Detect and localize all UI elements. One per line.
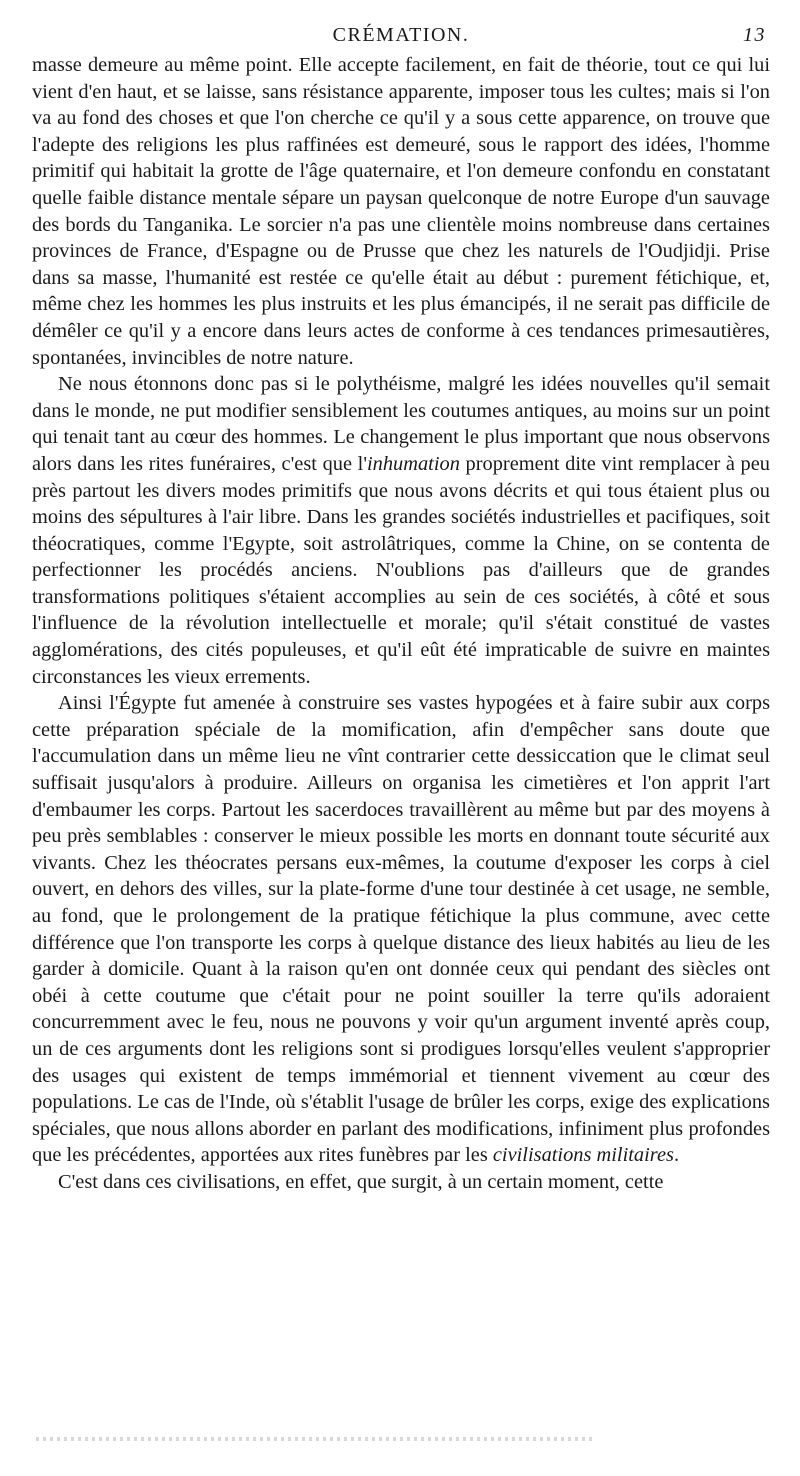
paragraph [32,52,770,371]
text-run: Ne nous étonnons donc pas si le polythéisme, malgré les idées nouvelles qu'il semait dans le monde, ne put modifier sensiblement les coutumes antiques, au moins sur un point qui tenait tant au cœur des hommes. Le changement le plus important que nous observons alors dans les rites funéraires, c'est que l' [32,373,770,475]
text-run: proprement dite vint remplacer à peu près partout les divers modes primitifs que nous avons décrits et qui tous étaient plus ou moins des sépultures à l'air libre. Dans les grandes sociétés industrielles et pacifiques, soit théocratiques, comme l'Egypte, soit astrolâtriques, comme la Chine, on se contenta de perfectionner les procédés anciens. N'oublions pas d'ailleurs que de grandes transformations politiques s'étaient accomplies au sein de ces sociétés, à côté et sous l'influence de la révolution intellectuelle et morale; qu'il s'était constitué de vastes agglomérations, des cités populeuses, et qu'il eût été impraticable de suivre en maintes circonstances les vieux errements. [32,452,771,688]
paragraph [32,690,770,1169]
running-header [32,22,770,52]
scan-artifact-line [36,1437,596,1441]
text-run: . [673,1144,680,1167]
text-run: C'est dans ces civilisations, en effet, que surgit, à un certain moment, cette [58,1170,664,1193]
page-number: 13 [743,24,766,46]
text-run: Ainsi l'Égypte fut amenée à construire ses vastes hypogées et à faire subir aux corps cette préparation spéciale de la momification, afin d'empêcher sans doute que l'accumulation dans un même lieu ne vînt contrarier cette dessiccation que le climat seul suffisait jusqu'alors à produire. Ailleurs on organisa les cimetières et l'on apprit l'art d'embaumer les corps. Partout les sacerdoces travaillèrent au même but par des moyens à peu près semblables : conserver le mieux possible les morts en donnant toute sécurité aux vivants. Chez les théocrates persans eux-mêmes, la coutume d'exposer les corps à ciel ouvert, en dehors des villes, sur la plate-forme d'une tour destinée à cet usage, ne semble, au fond, que le prolongement de la pratique fétichique la plus commune, avec cette différence que l'on transporte les corps à quelque distance des lieux habités au lieu de les garder à domicile. Quant à la raison qu'en ont donnée ceux qui pendant des siècles ont obéi à cette coutume que c'était pour ne point souiller la terre qu'ils adoraient concurremment avec le feu, nous ne pouvons y voir qu'un argument inventé après coup, un de ces arguments dont les religions sont si prodigues lorsqu'elles veulent s'approprier des usages qui existent de temps immémorial et tiennent vivement au cœur des populations. Le cas de l'Inde, où s'établit l'usage de brûler les corps, exige des explications spéciales, que nous allons aborder en parlant des modifications, infiniment plus profondes que les précédentes, apportées aux rites funèbres par les [32,692,770,1167]
paragraph [32,1169,770,1196]
running-title: CRÉMATION. [332,24,470,46]
text-run: masse demeure au même point. Elle accepte facilement, en fait de théorie, tout ce qui lui vient d'en haut, et se laisse, sans résistance apparente, imposer tous les cultes; mais si l'on va au fond des choses et que l'on cherche ce qu'il y a sous cette apparence, on trouve que l'adepte des religions les plus raffinées est demeuré, sous le rapport des idées, l'homme primitif qui habitait la grotte de l'âge quaternaire, et l'on demeure confondu en constatant quelle faible distance mentale sépare un paysan quelconque de notre Europe d'un sauvage des bords du Tanganika. Le sorcier n'a pas une clientèle moins nombreuse dans certaines provinces de France, d'Espagne ou de Prusse que chez les naturels de l'Oudjidji. Prise dans sa masse, l'humanité est restée ce qu'elle était au début : purement fétichique, et, même chez les hommes les plus instruits et les plus émancipés, il ne serait pas difficile de démêler ce qu'il y a encore dans leurs actes de conforme à ces tendances primesautières, spontanées, invincibles de notre nature. [32,54,770,369]
book-page [32,22,770,1196]
italic-text: inhumation [367,452,460,475]
body-text [32,52,770,1196]
paragraph [32,371,770,690]
italic-text: civilisations militaires [492,1144,674,1167]
